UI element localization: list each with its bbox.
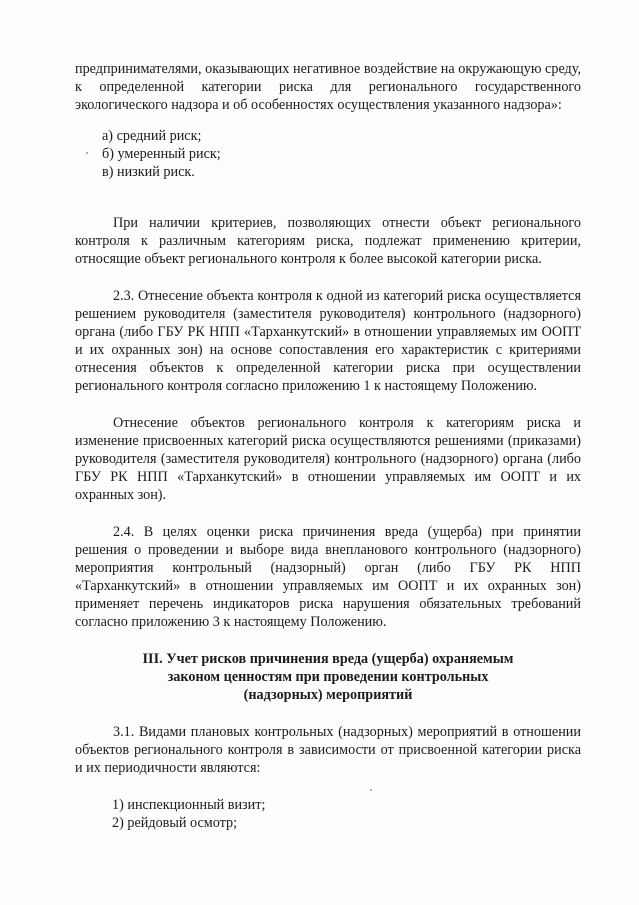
risk-category-list <box>75 127 581 181</box>
list-item: б) умеренный риск; <box>102 146 221 162</box>
list-item: 2) рейдовый осмотр; <box>112 815 238 831</box>
section-heading-line: (надзорных) мероприятий <box>243 687 413 703</box>
assignment-paragraph: Отнесение объектов регионального контроля к категориям риска и изменение присвоенных категорий риска осуществляются решениями (приказами) руководителя (заместителя руководителя) контрольного (надзорного) органа (либо ГБУ РК НПП «Тарханкутский» в отношении управляемых им ООПТ и их охранных зон). <box>75 415 581 503</box>
clause-2-4-paragraph: 2.4. В целях оценки риска причинения вреда (ущерба) при принятии решения о проведении и выборе вида внепланового контрольного (надзорного) мероприятия контрольный (надзорный) орган (либо ГБУ РК НПП «Тарханкутский» в отношении управляемых им ООПТ и их охранных зон) применяет перечень индикаторов риска нарушения обязательных требований согласно приложению 3 к настоящему Положению. <box>75 524 581 630</box>
section-heading-line: III. Учет рисков причинения вреда (ущерба) охраняемым <box>142 651 514 667</box>
intro-paragraph: предпринимателями, оказывающих негативное воздействие на окружающую среду, к определенной категории риска для регионального государственного экологического надзора и об особенностях осуществления указанного надзора»: <box>75 61 581 113</box>
clause-3-1-paragraph: 3.1. Видами плановых контрольных (надзорных) мероприятий в отношении объектов регионального контроля в зависимости от присвоенной категории риска и их периодичности являются: <box>75 724 581 776</box>
scan-speck <box>370 789 372 791</box>
section-heading <box>75 650 581 704</box>
section-heading-line: законом ценностям при проведении контрольных <box>167 669 489 685</box>
list-item: в) низкий риск. <box>102 164 195 180</box>
event-type-list <box>75 796 581 832</box>
criteria-paragraph: При наличии критериев, позволяющих отнести объект регионального контроля к различным категориям риска, подлежат применению критерии, относящие объект регионального контроля к более высокой категории риска. <box>75 215 581 267</box>
scan-speck <box>86 152 88 154</box>
list-item: 1) инспекционный визит; <box>112 797 266 813</box>
list-item: а) средний риск; <box>102 128 202 144</box>
clause-2-3-paragraph: 2.3. Отнесение объекта контроля к одной из категорий риска осуществляется решением руководителя (заместителя руководителя) контрольного (надзорного) органа (либо ГБУ РК НПП «Тарханкутский» в отношении управляемых им ООПТ и их охранных зон) на основе сопоставления его характеристик с критериями отнесения объектов к определенной категории риска при осуществлении регионального контроля согласно приложению 1 к настоящему Положению. <box>75 288 581 394</box>
